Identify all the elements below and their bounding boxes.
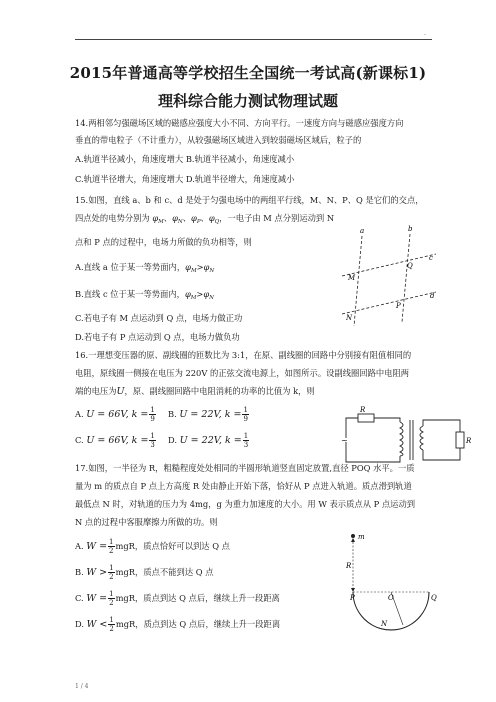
page-footer: 1 / 4 (75, 683, 89, 690)
fraction (149, 432, 155, 449)
frac-den: 9 (150, 415, 155, 423)
phi-symbol: φ (191, 213, 197, 223)
exam-subtitle: 理科综合能力测试物理试题 (157, 92, 338, 110)
sep: 、 (182, 213, 192, 223)
gt-sign: > (196, 262, 204, 272)
q14-option-ab: A.轨道半径减小，角速度增大 B.轨道半径减小，角速度减小 (75, 154, 295, 164)
sub-q: Q (214, 219, 220, 225)
q17-line-4: N 点的过程中客服摩擦力所做的功。则 (75, 517, 218, 527)
q15-option-a (75, 262, 214, 277)
frac-num: 1 (243, 406, 248, 414)
u-symbol: U (116, 386, 125, 397)
sub-n: N (209, 295, 214, 301)
q15-option-d: D.若电子有 P 点运动到 Q 点，电场力做负功 (75, 332, 240, 342)
q14-option-cd: C.轨道半径增大，角速度增大 D.轨道半径增大，角速度减小 (75, 174, 295, 184)
opt-label: A. (75, 541, 84, 551)
sub-n: N (177, 219, 183, 225)
q17-option-d (75, 616, 280, 633)
q15-option-b (75, 289, 214, 304)
fraction (108, 616, 114, 633)
q15-line-2-start: 四点处的电势分别为 (75, 213, 153, 223)
frac-den: 2 (109, 625, 114, 633)
q15-line-2-end: ，一电子由 M 点分别运动到 N (219, 213, 335, 223)
frac-num: 1 (109, 538, 114, 546)
opt-label: B. (75, 567, 84, 577)
fraction (108, 564, 114, 581)
q17-track-diagram (345, 528, 445, 628)
q17-a-eq: W = (86, 541, 108, 552)
q17-c-eq: W = (86, 593, 108, 604)
q17-option-c (75, 590, 280, 607)
frac-den: 2 (109, 573, 114, 581)
q15-option-c: C.若电子有 M 点运动到 Q 点，电场力做正功 (75, 313, 243, 323)
opt-label: D. (168, 435, 177, 445)
q17-b-eq: W > (86, 567, 108, 578)
header-rule (75, 39, 432, 40)
fraction (108, 590, 114, 607)
fig-label-n: N (346, 314, 353, 322)
fig-m-label: m (358, 533, 365, 541)
opt-label: C. (75, 435, 84, 445)
fraction (108, 538, 114, 555)
q17-c-tail: mgR，质点到达 Q 点后，继续上升一段距离 (115, 593, 280, 603)
phi-symbol: φ (185, 262, 191, 272)
fig-label-a: a (360, 227, 365, 235)
opt-label: C. (75, 593, 84, 603)
q16-line-2: 电阻，原线圈一侧接在电压为 220V 的正弦交流电源上，如图所示。设副线圈回路中电阻两 (75, 368, 410, 378)
mass-dot (351, 534, 355, 538)
frac-den: 3 (150, 441, 155, 449)
frac-num: 1 (109, 590, 114, 598)
fraction (243, 432, 249, 449)
frac-den: 3 (243, 441, 249, 449)
fig-label-b: b (408, 225, 413, 233)
phi-symbol: φ (184, 289, 191, 299)
fig-p-label: P (350, 594, 355, 602)
q16-b-eq: U = 22V, k = (179, 409, 242, 420)
opt-label: B. (168, 409, 177, 419)
fig-label-d: d (430, 292, 435, 300)
q17-option-b (75, 564, 214, 581)
ac-source-icon: ~ (341, 436, 348, 445)
sep: 、 (163, 213, 173, 223)
q15-line-1: 15.如图，直线 a、b 和 c、d 是处于匀强电场中的两组平行线，M、N、P、Q 是它们的交点， (75, 195, 424, 205)
frac-num: 1 (109, 564, 114, 572)
q15-line-3: 点和 P 点的过程中，电场力所做的负功相等，则 (75, 237, 252, 247)
frac-num: 1 (109, 616, 114, 624)
frac-num: 1 (243, 432, 249, 440)
sub-m: M (190, 295, 197, 301)
fig-n-label: N (381, 620, 388, 628)
sub-p: P (196, 219, 201, 225)
q16-line-1: 16.一理想变压器的原、副线圈的匝数比为 3:1，在原、副线圈的回路中分别接有阻值相同的 (75, 350, 412, 360)
fig-label-m: M (348, 274, 356, 282)
q17-line-2: 量为 m 的质点自 P 点上方高度 R 处由静止开始下落，恰好从 P 点进入轨道。质点滑到轨道 (75, 481, 412, 491)
q16-option-c (75, 432, 157, 449)
phi-symbol: φ (203, 289, 210, 299)
q16-option-d (168, 432, 250, 449)
q15-a-text: A.直线 a 位于某一等势面内， (75, 262, 186, 272)
sep: 、 (200, 213, 209, 223)
q16-a-eq: U = 66V, k = (86, 409, 149, 420)
q16-line-3 (75, 386, 315, 397)
phi-symbol: φ (203, 262, 210, 272)
q17-option-a (75, 538, 230, 555)
fraction (149, 406, 155, 423)
q17-d-tail: mgR，质点到达 Q 点后，继续上升一段距离 (115, 619, 281, 629)
q17-d-eq: W < (86, 619, 108, 630)
q15-field-diagram (340, 222, 440, 328)
fig-label-c: c (429, 254, 433, 262)
phi-symbol: φ (172, 213, 178, 223)
fig-r2-label: R (466, 437, 472, 445)
fig-label-p: P (396, 302, 401, 310)
fig-label-q: Q (407, 262, 413, 270)
q16-option-b (168, 406, 250, 423)
gt-sign: > (196, 289, 204, 299)
frac-num: 1 (150, 432, 155, 440)
frac-num: 1 (150, 406, 155, 414)
sub-m: M (190, 268, 197, 274)
sub-m: M (158, 219, 164, 225)
sub-n: N (209, 268, 215, 274)
q15-b-text: B.直线 c 位于某一等势面内， (75, 289, 185, 299)
opt-label: D. (75, 619, 84, 629)
q14-line-1: 14.两相邻匀强磁场区域的磁感应强度大小不同、方向平行。一速度方向与磁感应强度方向 (75, 118, 404, 128)
q16-d-eq: U = 22V, k = (179, 435, 242, 446)
header-dot: . (424, 30, 426, 37)
frac-den: 2 (109, 599, 114, 607)
phi-symbol: φ (208, 213, 215, 223)
fig-o-label: O (388, 594, 394, 602)
fraction (242, 406, 248, 423)
exam-title: 2015年普通高等学校招生全国统一考试高(新课标1) (69, 64, 427, 82)
q17-b-tail: mgR，质点不能到达 Q 点 (115, 567, 214, 577)
q14-line-2: 垂直的带电粒子（不计重力），从较强磁场区域进入到较弱磁场区域后，粒子的 (75, 135, 362, 145)
q17-a-tail: mgR，质点恰好可以到达 Q 点 (115, 541, 230, 551)
q15-line-2 (75, 213, 334, 228)
fig-q-label: Q (431, 594, 437, 602)
fig-r-label: R (346, 562, 352, 570)
opt-label: A. (75, 409, 84, 419)
frac-den: 9 (243, 415, 248, 423)
q16-line-3-end: ，原、副线圈回路中电阻消耗的功率的比值为 k，则 (124, 386, 315, 396)
q16-transformer-diagram (340, 408, 470, 470)
phi-symbol: φ (152, 213, 159, 223)
q17-line-3: 最低点 N 时，对轨道的压力为 4mg，g 为重力加速度的大小。用 W 表示质点从 P 点运动到 (75, 499, 416, 509)
fig-r1-label: R (360, 406, 366, 414)
frac-den: 2 (109, 547, 114, 555)
q16-c-eq: U = 66V, k = (86, 435, 149, 446)
q16-line-3-start: 端的电压为 (75, 386, 117, 396)
q17-line-1: 17.如图，一半径为 R，粗糙程度处处相同的半圆形轨道竖直固定放置,直径 POQ 水平。一质 (75, 463, 415, 473)
q16-option-a (75, 406, 157, 423)
